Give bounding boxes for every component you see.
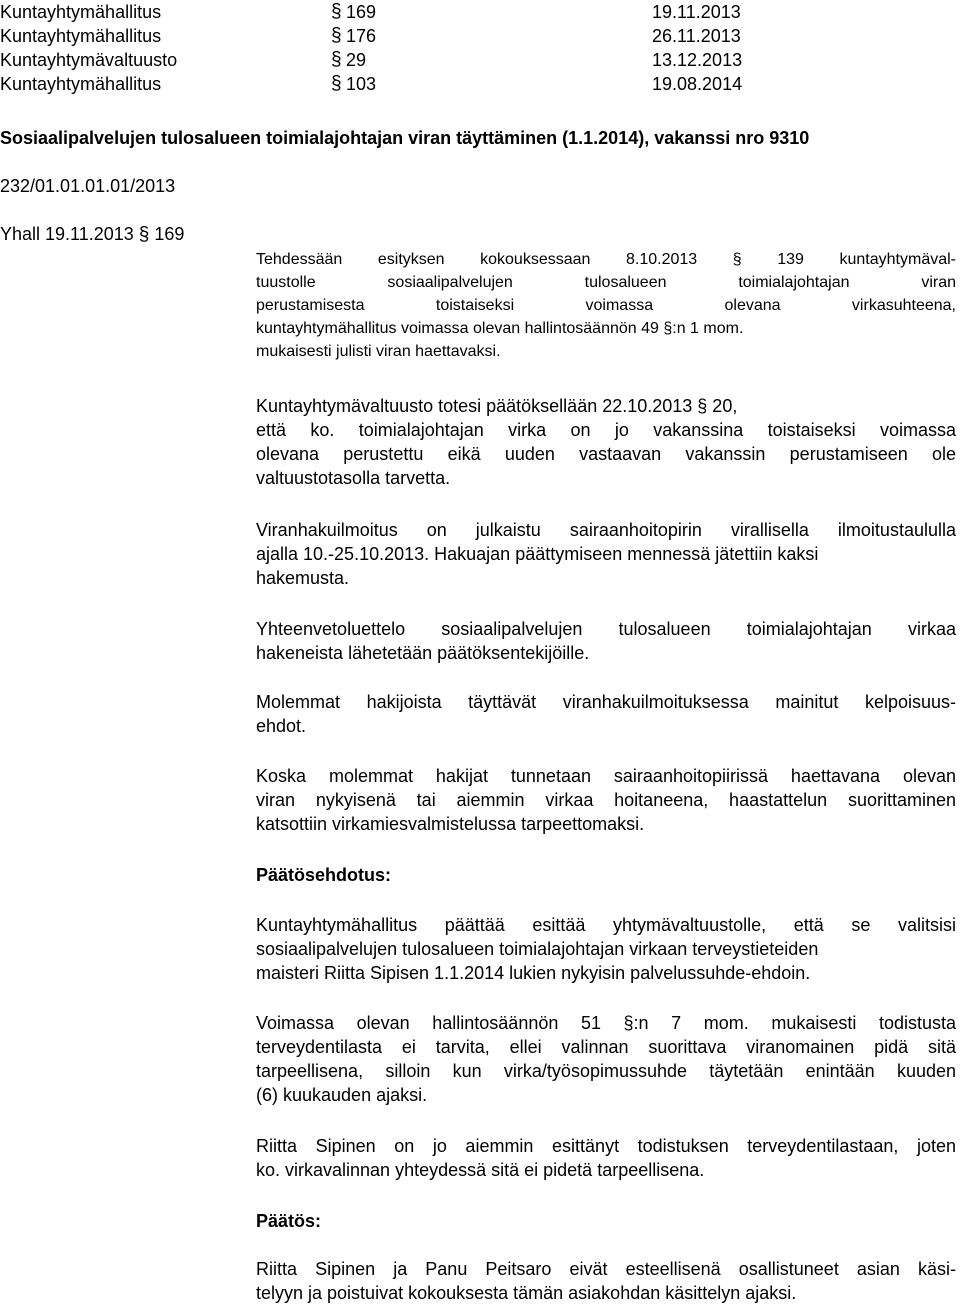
paragraph <box>256 764 956 836</box>
paragraph-line: (6) kuukauden ajaksi. <box>256 1085 428 1105</box>
history-row <box>0 72 960 96</box>
intro-line: tuustolle sosiaalipalvelujen tulosalueen toimialajohtajan viran <box>256 274 956 291</box>
history-number: 169 <box>346 2 377 22</box>
intro-line: perustamisesta toistaiseksi voimassa olevana virkasuhteena, <box>256 297 956 314</box>
intro-paragraph <box>256 248 956 363</box>
history-number: 176 <box>346 26 377 46</box>
paragraph <box>256 690 956 738</box>
paragraph-line: katsottiin virkamiesvalmistelussa tarpeettomaksi. <box>256 814 645 834</box>
decision-heading: Päätös: <box>256 1211 322 1231</box>
history-body: Kuntayhtymähallitus <box>0 26 162 46</box>
history-row <box>0 48 960 72</box>
paragraph-line: Yhteenvetoluettelo sosiaalipalvelujen tulosalueen toimialajohtajan virkaa <box>256 619 956 639</box>
paragraph-line: ko. virkavalinnan yhteydessä sitä ei pidetä tarpeellisena. <box>256 1160 705 1180</box>
history-date: 19.11.2013 <box>652 2 741 22</box>
history-section-sign: § <box>331 1 342 22</box>
paragraph-line: tarpeellisena, silloin kun virka/työsopimussuhde täytetään enintään kuuden <box>256 1061 956 1081</box>
paragraph-line: Viranhakuilmoitus on julkaistu sairaanhoitopirin virallisella ilmoitustaululla <box>256 520 956 540</box>
paragraph-line: ehdot. <box>256 716 307 736</box>
item-title: Sosiaalipalvelujen tulosalueen toimialajohtajan viran täyttäminen (1.1.2014), vakanssi nro 9310 <box>0 128 810 148</box>
meeting-ref-prefix: Yhall 19.11.2013 <box>0 224 134 244</box>
history-date: 26.11.2013 <box>652 26 741 46</box>
paragraph-line: ajalla 10.-25.10.2013. Hakuajan päättymiseen mennessä jätettiin kaksi <box>256 544 819 564</box>
paragraph-line: Kuntayhtymävaltuusto totesi päätöksellään 22.10.2013 § 20, <box>256 396 738 416</box>
paragraph-line: Molemmat hakijoista täyttävät viranhakuilmoituksessa mainitut kelpoisuus- <box>256 692 956 712</box>
paragraph-line: valtuustotasolla tarvetta. <box>256 468 451 488</box>
meeting-ref-number: 169 <box>154 224 185 244</box>
paragraph-line: terveydentilasta ei tarvita, ellei valinnan suorittava viranomainen pidä sitä <box>256 1037 956 1057</box>
paragraph-line: sosiaalipalvelujen tulosalueen toimialajohtajan virkaan terveystieteiden <box>256 939 819 959</box>
paragraph <box>256 617 956 665</box>
intro-line: mukaisesti julisti viran haettavaksi. <box>256 343 501 360</box>
paragraph-line: että ko. toimialajohtajan virka on jo vakanssina toistaiseksi voimassa <box>256 420 956 440</box>
paragraph-line: Riitta Sipinen on jo aiemmin esittänyt todistuksen terveydentilastaan, joten <box>256 1136 956 1156</box>
history-body: Kuntayhtymähallitus <box>0 74 162 94</box>
paragraph-line: maisteri Riitta Sipisen 1.1.2014 lukien nykyisin palvelussuhde-ehdoin. <box>256 963 811 983</box>
case-number: 232/01.01.01.01/2013 <box>0 176 176 196</box>
meeting-reference <box>0 222 184 247</box>
proposal-heading: Päätösehdotus: <box>256 865 392 885</box>
paragraph-line: Koska molemmat hakijat tunnetaan sairaanhoitopiirissä haettavana olevan <box>256 766 956 786</box>
paragraph <box>256 1257 956 1305</box>
paragraph <box>256 913 956 985</box>
history-date: 19.08.2014 <box>652 74 743 94</box>
paragraph-line: viran nykyisenä tai aiemmin virkaa hoitaneena, haastattelun suorittaminen <box>256 790 956 810</box>
paragraph-line: hakemusta. <box>256 568 350 588</box>
paragraph <box>256 1011 956 1107</box>
paragraph <box>256 1134 956 1182</box>
history-date: 13.12.2013 <box>652 50 743 70</box>
history-section-sign: § <box>331 73 342 94</box>
intro-line: Tehdessään esityksen kokouksessaan 8.10.2013 § 139 kuntayhtymäval- <box>256 251 956 268</box>
history-body: Kuntayhtymävaltuusto <box>0 50 178 70</box>
history-section-sign: § <box>331 49 342 70</box>
paragraph-line: Kuntayhtymähallitus päättää esittää yhtymävaltuustolle, että se valitsisi <box>256 915 956 935</box>
history-row <box>0 24 960 48</box>
intro-line: kuntayhtymähallitus voimassa olevan hallintosäännön 49 §:n 1 mom. <box>256 320 744 337</box>
paragraph-line: hakeneista lähetetään päätöksentekijöille. <box>256 643 590 663</box>
paragraph <box>256 394 956 490</box>
history-row <box>0 0 960 24</box>
history-number: 103 <box>346 74 377 94</box>
history-number: 29 <box>346 50 367 70</box>
paragraph-line: olevana perustettu eikä uuden vastaavan vakanssin perustamiseen ole <box>256 444 956 464</box>
history-section-sign: § <box>331 25 342 46</box>
paragraph-line: telyyn ja poistuivat kokouksesta tämän asiakohdan käsittelyn ajaksi. <box>256 1283 797 1303</box>
section-sign: § <box>138 224 150 245</box>
history-body: Kuntayhtymähallitus <box>0 2 162 22</box>
paragraph-line: Voimassa olevan hallintosäännön 51 §:n 7 mom. mukaisesti todistusta <box>256 1013 956 1033</box>
paragraph-line: Riitta Sipinen ja Panu Peitsaro eivät esteellisenä osallistuneet asian käsi- <box>256 1259 956 1279</box>
paragraph <box>256 518 956 590</box>
